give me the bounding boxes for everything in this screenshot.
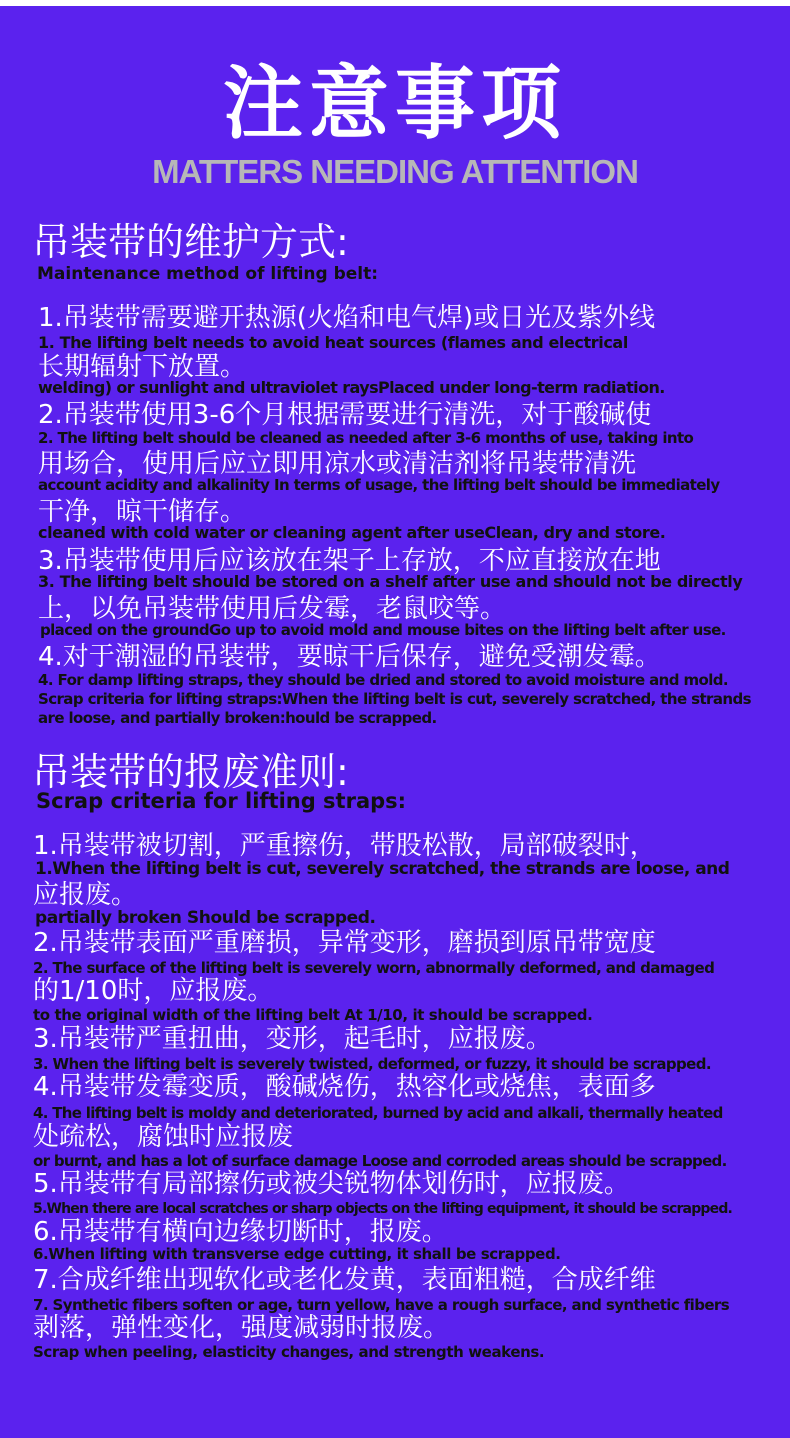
maintenance-heading-en: Maintenance method of lifting belt: — [37, 264, 379, 284]
scrap-line-cn: 6.吊装带有横向边缘切断时，报废。 — [33, 1217, 448, 1247]
scrap-line-cn: 2.吊装带表面严重磨损，异常变形，磨损到原吊带宽度 — [33, 928, 656, 958]
maintenance-line-cn: 3.吊装带使用后应该放在架子上存放，不应直接放在地 — [38, 546, 661, 576]
maintenance-line-en: 4. For damp lifting straps, they should be dried and stored to avoid moisture and mold. — [38, 671, 729, 689]
scrap-heading-en: Scrap criteria for lifting straps: — [36, 789, 407, 813]
maintenance-heading-cn: 吊装带的维护方式: — [32, 220, 349, 264]
page-subtitle: MATTERS NEEDING ATTENTION — [152, 153, 638, 190]
scrap-line-cn: 1.吊装带被切割，严重擦伤，带股松散，局部破裂时， — [33, 831, 656, 861]
maintenance-line-en: 1. The lifting belt needs to avoid heat sources (flames and electrical — [38, 333, 628, 352]
scrap-line-en: 5.When there are local scratches or sharp objects on the lifting equipment, it should be scrapped. — [33, 1201, 733, 1217]
scrap-line-en: 4. The lifting belt is moldy and deteriorated, burned by acid and alkali, thermally heated — [33, 1104, 723, 1122]
scrap-line-en: or burnt, and has a lot of surface damage Loose and corroded areas should be scrapped. — [33, 1152, 727, 1170]
scrap-line-en: Scrap when peeling, elasticity changes, and strength weakens. — [33, 1343, 545, 1361]
maintenance-line-cn: 2.吊装带使用3-6个月根据需要进行清洗，对于酸碱使 — [38, 400, 652, 430]
scrap-line-en: 7. Synthetic fibers soften or age, turn yellow, have a rough surface, and synthetic fibers — [33, 1296, 730, 1314]
maintenance-line-en: 3. The lifting belt should be stored on a shelf after use and should not be directly — [38, 572, 743, 591]
scrap-line-en: 1.When the lifting belt is cut, severely scratched, the strands are loose, and — [35, 859, 730, 879]
scrap-line-cn: 7.合成纤维出现软化或老化发黄，表面粗糙，合成纤维 — [33, 1265, 656, 1295]
scrap-line-cn: 3.吊装带严重扭曲，变形，起毛时，应报废。 — [33, 1024, 552, 1054]
scrap-line-en: to the original width of the lifting belt At 1/10, it should be scrapped. — [33, 1006, 593, 1024]
page-title: 注意事项 — [223, 57, 567, 150]
maintenance-line-cn: 1.吊装带需要避开热源(火焰和电气焊)或日光及紫外线 — [38, 303, 656, 333]
scrap-line-cn: 的1/10时，应报废。 — [33, 976, 274, 1006]
maintenance-line-en: are loose, and partially broken:hould be scrapped. — [38, 709, 437, 727]
scrap-line-en: partially broken Should be scrapped. — [35, 908, 376, 928]
maintenance-line-en: 2. The lifting belt should be cleaned as needed after 3-6 months of use, taking into — [38, 429, 694, 447]
maintenance-line-cn: 干净，晾干储存。 — [38, 497, 247, 527]
maintenance-line-en: Scrap criteria for lifting straps:When the lifting belt is cut, severely scratched, the strands — [38, 690, 751, 708]
scrap-line-cn: 应报废。 — [33, 880, 138, 910]
notice-panel — [0, 6, 790, 1438]
scrap-line-cn: 4.吊装带发霉变质，酸碱烧伤，热容化或烧焦，表面多 — [33, 1072, 656, 1102]
maintenance-line-cn: 4.对于潮湿的吊装带，要晾干后保存，避免受潮发霉。 — [38, 642, 661, 672]
scrap-line-en: 3. When the lifting belt is severely twisted, deformed, or fuzzy, it should be scrapped. — [33, 1055, 711, 1073]
maintenance-line-en: account acidity and alkalinity In terms of usage, the lifting belt should be immediately — [38, 476, 720, 494]
scrap-line-en: 2. The surface of the lifting belt is severely worn, abnormally deformed, and damaged — [33, 959, 715, 977]
maintenance-line-cn: 上，以免吊装带使用后发霉，老鼠咬等。 — [38, 594, 507, 624]
maintenance-line-en: placed on the groundGo up to avoid mold and mouse bites on the lifting belt after use. — [40, 621, 726, 639]
scrap-line-cn: 处疏松，腐蚀时应报废 — [33, 1122, 294, 1152]
maintenance-line-cn: 用场合，使用后应立即用凉水或清洁剂将吊装带清洗 — [38, 449, 637, 479]
scrap-line-en: 6.When lifting with transverse edge cutting, it shall be scrapped. — [33, 1245, 561, 1263]
scrap-heading-cn: 吊装带的报废准则: — [32, 750, 349, 794]
scrap-line-cn: 5.吊装带有局部擦伤或被尖锐物体划伤时，应报废。 — [33, 1169, 630, 1199]
maintenance-line-cn: 长期辐射下放置。 — [38, 352, 247, 382]
scrap-line-cn: 剥落，弹性变化，强度减弱时报废。 — [33, 1313, 450, 1343]
maintenance-line-en: cleaned with cold water or cleaning agent after useClean, dry and store. — [38, 523, 666, 542]
maintenance-line-en: welding) or sunlight and ultraviolet raysPlaced under long-term radiation. — [38, 378, 665, 397]
